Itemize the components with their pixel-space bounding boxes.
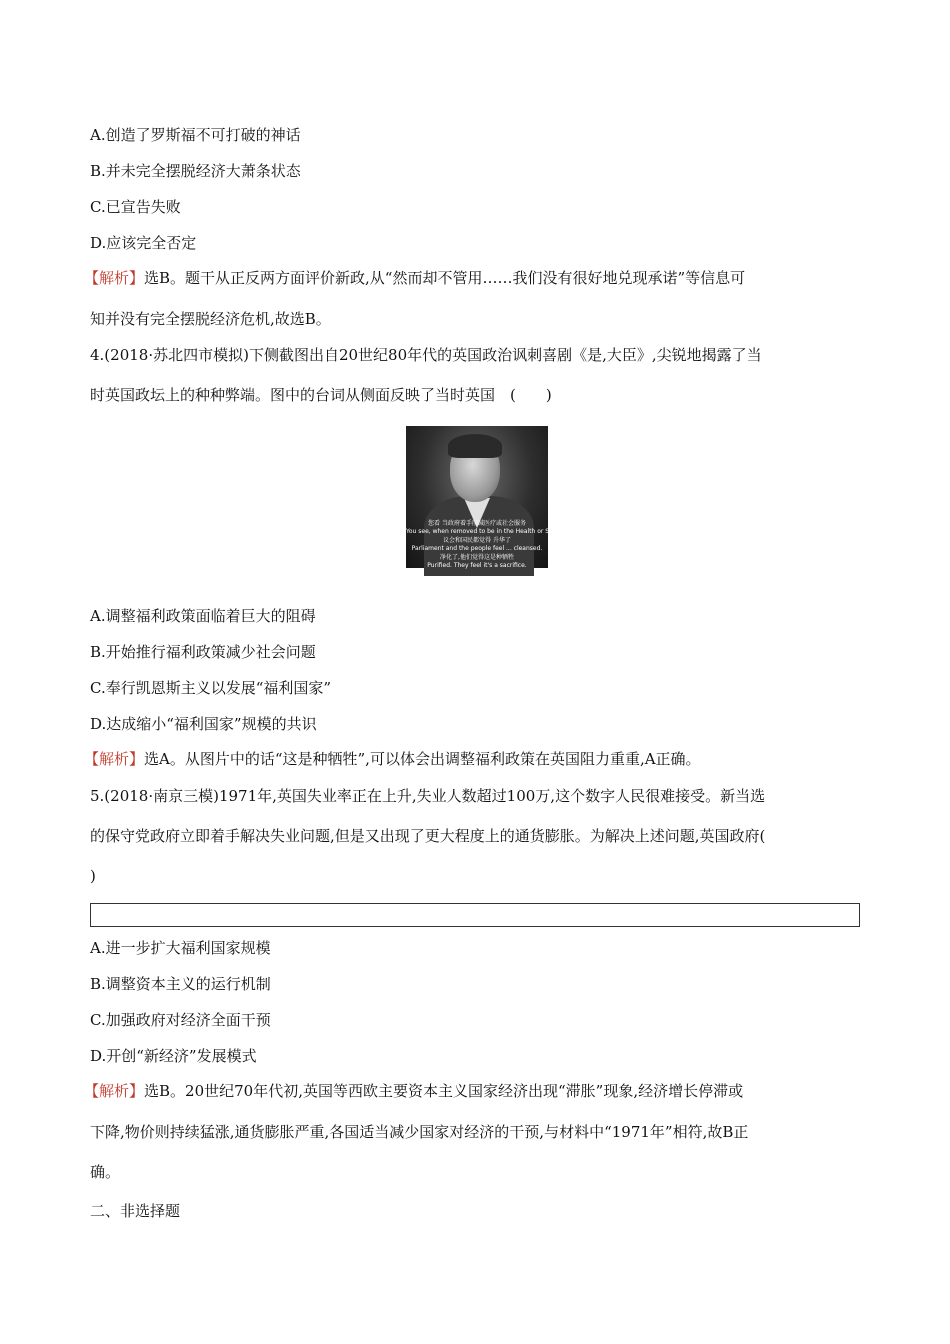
q5-stem-line1: 5.(2018·南京三模)1971年,英国失业率正在上升,失业人数超过100万,这个数字人民很难接受。新当选 <box>90 787 766 805</box>
q4-analysis <box>84 749 701 769</box>
q5-analysis-text: 选B。20世纪70年代初,英国等西欧主要资本主义国家经济出现“滞胀”现象,经济增长停滞或 <box>144 1082 744 1100</box>
q3-option-c: C.已宣告失败 <box>90 198 181 216</box>
q4-stem-line2: 时英国政坛上的种种弊端。图中的台词从侧面反映了当时英国 ( ) <box>90 386 552 404</box>
q5-option-c: C.加强政府对经济全面干预 <box>90 1011 271 1029</box>
q3-analysis-text: 选B。题干从正反两方面评价新政,从“然而却不管用……我们没有很好地兑现承诺”等信息可 <box>144 269 746 287</box>
q5-stem-line2: 的保守党政府立即着手解决失业问题,但是又出现了更大程度上的通货膨胀。为解决上述问题,英国政府( <box>90 827 766 845</box>
q5-option-b: B.调整资本主义的运行机制 <box>90 975 271 993</box>
q4-option-c: C.奉行凯恩斯主义以发展“福利国家” <box>90 679 332 697</box>
subtitle-line: Parliament and the people feel ... cleansed. <box>411 545 543 552</box>
hair-shape <box>448 434 502 458</box>
q3-analysis-line2: 知并没有完全摆脱经济危机,故选B。 <box>90 310 331 328</box>
q4-option-a: A.调整福利政策面临着巨大的阻碍 <box>90 607 316 625</box>
q5-analysis <box>84 1081 743 1101</box>
q5-option-d: D.开创“新经济”发展模式 <box>90 1047 257 1065</box>
q5-analysis-line3: 确。 <box>90 1163 121 1181</box>
analysis-tag: 【解析】 <box>84 1082 145 1100</box>
q3-option-d: D.应该完全否定 <box>90 234 197 252</box>
q5-analysis-line2: 下降,物价则持续猛涨,通货膨胀严重,各国适当减少国家对经济的干预,与材料中“1971年”相符,故B正 <box>90 1123 749 1141</box>
q3-option-b: B.并未完全摆脱经济大萧条状态 <box>90 162 301 180</box>
subtitle-line: 净化了,他们觉得这是种牺牲 <box>440 554 514 561</box>
q4-option-b: B.开始推行福利政策减少社会问题 <box>90 643 316 661</box>
q5-stem-line3: ) <box>90 867 96 885</box>
subtitle-line: Purified. They feel it's a sacrifice. <box>427 562 527 569</box>
analysis-tag: 【解析】 <box>84 269 145 287</box>
section-heading: 二、非选择题 <box>90 1202 181 1220</box>
subtitle-line: 您看 当政府着手削减医疗或社会服务 <box>428 520 526 527</box>
q5-option-a: A.进一步扩大福利国家规模 <box>90 939 271 957</box>
tv-still-photo <box>406 426 593 569</box>
analysis-tag: 【解析】 <box>84 750 145 768</box>
q3-analysis <box>84 268 745 288</box>
q4-analysis-text: 选A。从图片中的话“这是种牺牲”,可以体会出调整福利政策在英国阻力重重,A正确。 <box>144 750 701 768</box>
subtitle-line: You see, when removed to be in the Health or Social Services, <box>406 528 593 535</box>
q3-option-a: A.创造了罗斯福不可打破的神话 <box>90 126 301 144</box>
subtitle-line: 议会和国民都觉得 升华了 <box>443 537 511 544</box>
q4-option-d: D.达成缩小“福利国家”规模的共识 <box>90 715 317 733</box>
answer-box[interactable] <box>90 903 860 927</box>
q4-stem-line1: 4.(2018·苏北四市模拟)下侧截图出自20世纪80年代的英国政治讽刺喜剧《是,大臣》,尖锐地揭露了当 <box>90 346 762 364</box>
